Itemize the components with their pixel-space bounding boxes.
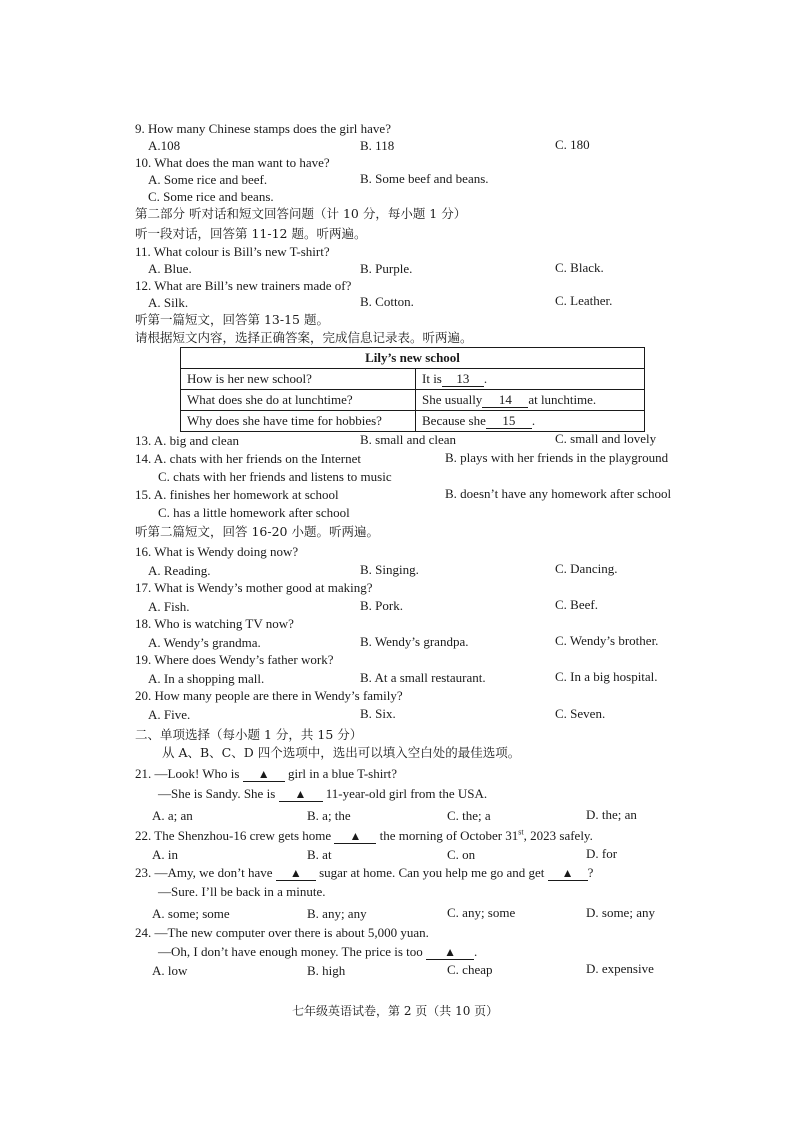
- question-15-option-b: B. doesn’t have any homework after school: [445, 486, 672, 501]
- question-9-option-b: B. 118: [360, 138, 395, 153]
- table-question: How is her new school?: [181, 369, 416, 390]
- question-18-stem: 18. Who is watching TV now?: [135, 616, 294, 631]
- question-22-option-c: C. on: [447, 847, 476, 862]
- question-21-option-a: A. a; an: [152, 808, 193, 823]
- table-title: Lily’s new school: [181, 348, 645, 369]
- section2-header: 二、单项选择（每小题 1 分，共 15 分）: [135, 727, 363, 742]
- section2-instruction: 从 A、B、C、D 四个选项中，选出可以填入空白处的最佳选项。: [162, 745, 521, 760]
- question-9-stem: 9. How many Chinese stamps does the girl have?: [135, 121, 391, 136]
- blank-triangle[interactable]: ▲: [243, 767, 285, 782]
- question-22-line1: 22. The Shenzhou-16 crew gets home ▲ the morning of October 31st, 2023 safely.: [135, 827, 593, 843]
- page-footer: 七年级英语试卷，第 2 页（共 10 页）: [292, 1004, 499, 1018]
- question-19-option-a: A. In a shopping mall.: [148, 671, 265, 686]
- blank-triangle[interactable]: ▲: [279, 787, 323, 802]
- blank-triangle[interactable]: ▲: [548, 866, 588, 881]
- question-18-option-c: C. Wendy’s brother.: [555, 633, 659, 648]
- question-21-line2: —She is Sandy. She is ▲ 11-year-old girl from the USA.: [158, 786, 488, 801]
- question-10-stem: 10. What does the man want to have?: [135, 155, 330, 170]
- question-23-line1: 23. —Amy, we don’t have ▲ sugar at home. Can you help me go and get ▲ ?: [135, 865, 594, 880]
- question-23-option-d: D. some; any: [586, 905, 655, 920]
- question-22-option-d: D. for: [586, 846, 618, 861]
- question-13-option-a: 13. A. big and clean: [135, 433, 239, 448]
- question-18-option-b: B. Wendy’s grandpa.: [360, 634, 469, 649]
- question-20-stem: 20. How many people are there in Wendy’s family?: [135, 688, 403, 703]
- question-10-option-c: C. Some rice and beans.: [148, 189, 274, 204]
- question-14-option-a: 14. A. chats with her friends on the Internet: [135, 451, 361, 466]
- table-answer: It is 13 .: [416, 369, 645, 390]
- part2-header: 第二部分 听对话和短文回答问题（计 10 分，每小题 1 分）: [135, 206, 467, 221]
- question-17-option-b: B. Pork.: [360, 598, 403, 613]
- question-13-option-b: B. small and clean: [360, 432, 457, 447]
- question-16-option-c: C. Dancing.: [555, 561, 618, 576]
- question-14-option-c: C. chats with her friends and listens to music: [158, 469, 392, 484]
- question-20-option-c: C. Seven.: [555, 706, 606, 721]
- question-21-option-c: C. the; a: [447, 808, 491, 823]
- question-22-option-b: B. at: [307, 847, 332, 862]
- question-22-option-a: A. in: [152, 847, 178, 862]
- question-24-option-a: A. low: [152, 963, 188, 978]
- question-16-option-b: B. Singing.: [360, 562, 419, 577]
- question-21-option-d: D. the; an: [586, 807, 637, 822]
- question-15-option-c: C. has a little homework after school: [158, 505, 350, 520]
- question-11-stem: 11. What colour is Bill’s new T-shirt?: [135, 244, 330, 259]
- part2-dialogue-instruction: 听一段对话，回答第 11-12 题。听两遍。: [135, 226, 367, 241]
- question-12-stem: 12. What are Bill’s new trainers made of?: [135, 278, 352, 293]
- question-16-stem: 16. What is Wendy doing now?: [135, 544, 299, 559]
- table-row: [181, 369, 645, 390]
- answer-blank-13[interactable]: 13: [442, 372, 484, 387]
- question-24-option-c: C. cheap: [447, 962, 493, 977]
- question-23-option-c: C. any; some: [447, 905, 516, 920]
- question-9-option-a: A.108: [148, 138, 181, 153]
- question-9-option-c: C. 180: [555, 137, 590, 152]
- table-row: [181, 390, 645, 411]
- question-23-option-a: A. some; some: [152, 906, 230, 921]
- question-23-line2: —Sure. I’ll be back in a minute.: [158, 884, 326, 899]
- table-question: Why does she have time for hobbies?: [181, 411, 416, 432]
- info-record-table: [180, 347, 645, 432]
- question-24-option-b: B. high: [307, 963, 346, 978]
- question-17-option-c: C. Beef.: [555, 597, 598, 612]
- passage1-instruction: 请根据短文内容，选择正确答案，完成信息记录表。听两遍。: [135, 330, 473, 345]
- question-24-line1: 24. —The new computer over there is about 5,000 yuan.: [135, 925, 429, 940]
- blank-triangle[interactable]: ▲: [334, 829, 376, 844]
- question-13-option-c: C. small and lovely: [555, 431, 657, 446]
- question-16-option-a: A. Reading.: [148, 563, 211, 578]
- answer-blank-14[interactable]: 14: [482, 393, 528, 408]
- table-question: What does she do at lunchtime?: [181, 390, 416, 411]
- question-20-option-b: B. Six.: [360, 706, 396, 721]
- question-12-option-a: A. Silk.: [148, 295, 189, 310]
- question-17-option-a: A. Fish.: [148, 599, 190, 614]
- question-19-option-b: B. At a small restaurant.: [360, 670, 486, 685]
- question-10-option-a: A. Some rice and beef.: [148, 172, 268, 187]
- table-answer: She usually 14 at lunchtime.: [416, 390, 645, 411]
- question-17-stem: 17. What is Wendy’s mother good at making?: [135, 580, 373, 595]
- passage1-intro: 听第一篇短文，回答第 13-15 题。: [135, 312, 329, 327]
- answer-blank-15[interactable]: 15: [486, 414, 532, 429]
- question-12-option-b: B. Cotton.: [360, 294, 414, 309]
- question-11-option-c: C. Black.: [555, 260, 604, 275]
- question-19-stem: 19. Where does Wendy’s father work?: [135, 652, 334, 667]
- question-24-line2: —Oh, I don’t have enough money. The price is too ▲ .: [158, 944, 478, 959]
- blank-triangle[interactable]: ▲: [276, 866, 316, 881]
- question-19-option-c: C. In a big hospital.: [555, 669, 658, 684]
- passage2-intro: 听第二篇短文，回答 16-20 小题。听两遍。: [135, 524, 379, 539]
- question-24-option-d: D. expensive: [586, 961, 654, 976]
- table-answer: Because she 15 .: [416, 411, 645, 432]
- question-18-option-a: A. Wendy’s grandma.: [148, 635, 261, 650]
- blank-triangle[interactable]: ▲: [426, 945, 474, 960]
- question-20-option-a: A. Five.: [148, 707, 191, 722]
- question-21-option-b: B. a; the: [307, 808, 351, 823]
- question-14-option-b: B. plays with her friends in the playground: [445, 450, 669, 465]
- question-21-line1: 21. —Look! Who is ▲ girl in a blue T-shirt?: [135, 766, 398, 781]
- question-15-option-a: 15. A. finishes her homework at school: [135, 487, 339, 502]
- question-23-option-b: B. any; any: [307, 906, 367, 921]
- question-11-option-b: B. Purple.: [360, 261, 413, 276]
- question-10-option-b: B. Some beef and beans.: [360, 171, 489, 186]
- question-11-option-a: A. Blue.: [148, 261, 192, 276]
- table-row: [181, 411, 645, 432]
- question-12-option-c: C. Leather.: [555, 293, 613, 308]
